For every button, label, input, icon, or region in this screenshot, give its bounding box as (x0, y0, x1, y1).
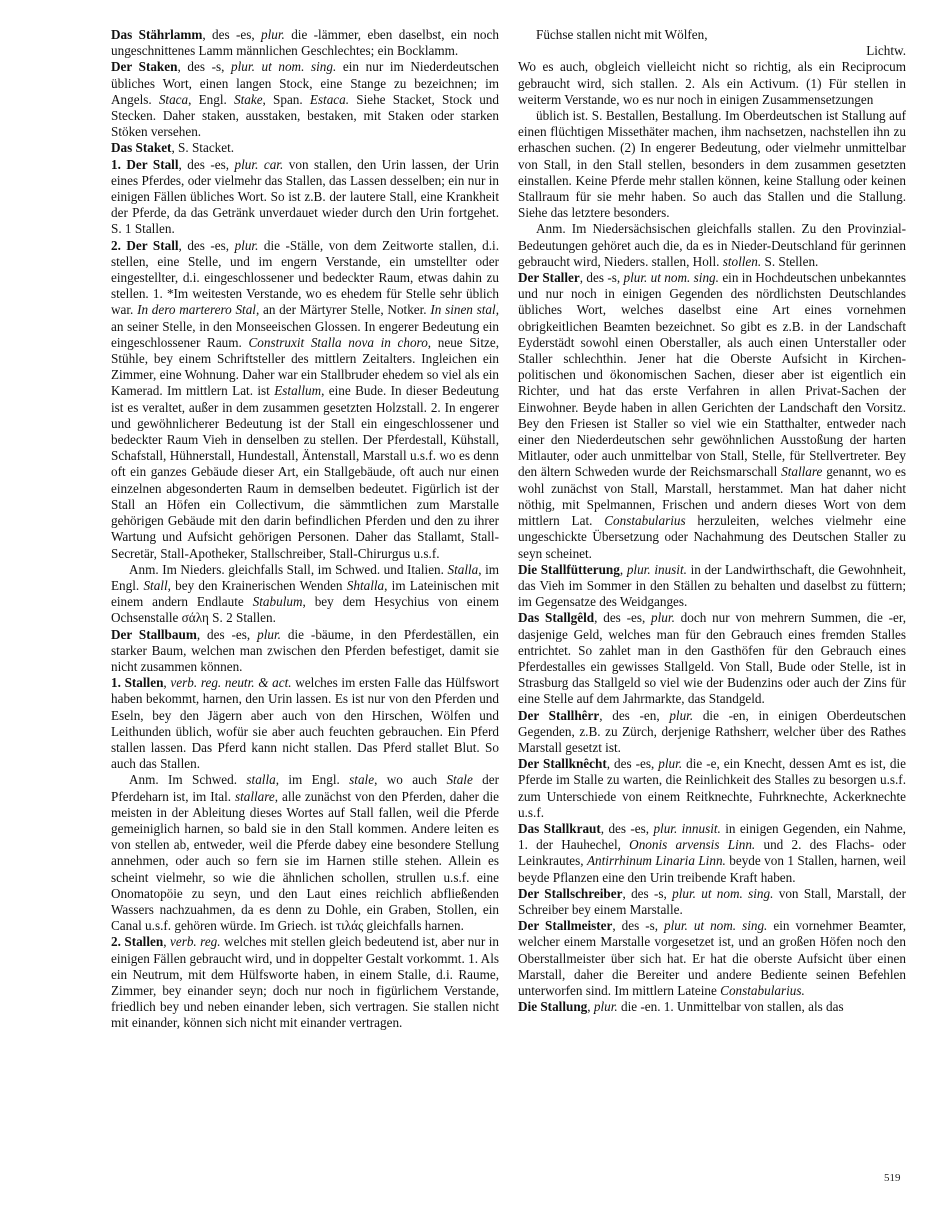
entry-stallen1 (111, 675, 499, 772)
entry-stallgeld (518, 610, 906, 707)
entry-stallmeister (518, 918, 906, 999)
entry-text: , des -es, plur. die -e, ein Knecht, dessen Amt es ist, die Pferde im Stalle zu warten, die Reinlichkeit des Stalles zu besorgen u.s.f. zum Unterschiede von einem Reitknechte, Fuhrknechte, Ackerknechte u.s.f. (518, 756, 906, 820)
quote-source: Lichtw. (866, 43, 906, 59)
headword: Der Stallknêcht (518, 756, 607, 772)
entry-stallbaum (111, 627, 499, 676)
entry-stallknecht (518, 756, 906, 821)
headword: Die Stallfütterung (518, 561, 620, 577)
entry-text: , des -es, plur. die -lämmer, eben daselbst, ein noch ungeschnittenes Lamm männlichen Geschlechtes; ein Bocklamm. (111, 27, 499, 59)
headword: 1. Stallen (111, 675, 164, 691)
entry-text: , des -s, plur. ut nom. sing. ein vornehmer Beamter, welcher einem Marstalle vorgesetzet ist, und an großen Höfen noch den Oberstallmeister über sich hat. Er hat die oberste Aufsicht über einen Marstall, daher die Bereiter und andere Bediente seinen Befehlen unterworfen sind. Im mittlern Lateine Constabularius. (518, 918, 906, 998)
page-number: 519 (884, 1172, 901, 1184)
entry-text: , des -es, plur. die -bäume, in den Pferdeställen, ein starker Baum, welchen man zwischen den Pferden befestiget, damit sie nicht zusammen können. (111, 626, 499, 674)
entry-continuation-2: üblich ist. S. Bestallen, Bestallung. Im Oberdeutschen ist Stallung auf einen flüchtigen Missethäter machen, ihm nachsetzen, nachstellen ihn zu erhaschen suchen. (2) In engerer Bedeutung, oder vielmehr unmittelbar von Stall, in den Stall stellen, besonders in dem zusammen gesetzten einstallen. Keine Pferde mehr stallen können, keine Stallung oder keinen Stallraum für sie mehr haben. So auch das Stallen und die Stallung. Siehe das letztere besonders. (518, 108, 906, 221)
headword: 1. Der Stall (111, 156, 179, 172)
entry-stallherr (518, 708, 906, 757)
entry-stallschreiber (518, 886, 906, 918)
entry-text: , des -es, plur. innusit. in einigen Gegenden, ein Nahme, 1. der Hauhechel, Ononis arvensis Linn. und 2. des Flachs- oder Leinkrautes, Antirrhinum Linaria Linn. beyde von 1 Stallen, harnen, weil beyde Pflanzen eine den Urin treibende Kraft haben. (518, 820, 907, 885)
entry-stallung (518, 999, 906, 1015)
entry-text: , des -s, plur. ut nom. sing. von Stall, Marstall, der Schreiber bey einem Marstalle. (518, 885, 906, 917)
entry-text: Anm. Im Nieders. gleichfalls Stall, im Schwed. und Italien. Stalla, im Engl. Stall, bey den Krainerischen Wenden Shtalla, im Lateinischen mit einem andern Endlaute Stabulum, bey dem Hesychius von einem Ochsenstalle σάλη S. 2 Stallen. (111, 561, 500, 626)
entry-text: , des -s, plur. ut nom. sing. ein in Hochdeutschen unbekanntes und nur noch in einigen Gegenden des nördlichsten Deutschlandes übliches Wort, welches daselbst eine Art eines vornehmen obrigkeitlichen Beamten bezeichnet. So gibt es z.B. in der Landschaft Eyderstädt sowohl einen Oberstaller, als auch einen Unterstaller oder Staller schlechthin. Jener hat die Oberste Aufsicht in Kirchen- politischen und ökonomischen Sachen, dieser aber ist eigentlich ein Richter, und hat das erste Verfahren in allen Privat-Sachen der Einwohner. Beyde haben in allen Gerichten der Landschaft den Vorsitz. Bey den Friesen ist Staller so viel wie ein Statthalter, entweder nach einer den Niederdeutschen sehr gewöhnlichen Ausstoßung der harten Mitlauter, oder auch unmittelbar von Stall, Stelle, für Stellvertreter. Bey den ältern Schweden wurde der Reichsmarschall Stallare genannt, wo es wohl zunächst von Stall, Marstall, herstammet. Man hat daher nicht nöthig, mit Spelmannen, Frischen und andern dieses Wort von dem mittlern Lat. Constabularius herzuleiten, welches vielmehr eine ungeschickte Übersetzung oder Nachahmung des Deutschen Staller zu seyn scheinet. (518, 270, 907, 561)
left-column (111, 27, 499, 1032)
entry-stallen2_anm (518, 221, 906, 270)
entry-staller (518, 270, 906, 562)
entry-stall2_anm (111, 562, 499, 627)
headword: Der Staller (518, 270, 580, 286)
entry-text: , S. Stacket. (171, 140, 235, 156)
entry-text: , verb. reg. welches mit stellen gleich bedeutend ist, aber nur in einigen Fällen gebraucht wird, und in doppelter Gestalt vorkommt. 1. Als ein Neutrum, mit dem Hülfsworte haben, in einem Stalle, d.i. Raume, Zimmer, bey einander seyn; doch nur noch in figürlichem Verstande, friedlich bey und neben einander leben, sich vertragen. Sie stallen nicht mit einander, können sich nicht mit einander vertragen. (111, 934, 500, 1031)
headword: Der Staken (111, 59, 178, 75)
headword: 2. Der Stall (111, 237, 179, 253)
entry-stall1 (111, 157, 499, 238)
entry-text: , plur. die -en. 1. Unmittelbar von stallen, als das (587, 999, 844, 1015)
right-column (518, 27, 906, 1015)
headword: 2. Stallen (111, 934, 164, 950)
right-entries (518, 221, 906, 1015)
entry-text: Anm. Im Schwed. stalla, im Engl. stale, wo auch Stale der Pferdeharn ist, im Ital. stallare, alle zunächst von den Pferden, daher die meisten in der Ableitung dieses Wortes auf Stall fallen, weil die Pferde gemeiniglich harnen, so bald sie in den Stall kommen. Andere leiten es von stellen ab, entweder, weil die Pferde dabey eine besondere Stellung annehmen, oder auch so fern sie im Harnen stille stehen. Allein es scheint vielmehr, so wie die ähnlichen schollen, strullen u.s.f. eine Onomatopöie zu seyn, und den Laut eines reichlich abfließenden Wassers nachzuahmen, da es denn zu Dohle, ein Graben, Stollen, ein Canal u.s.f. gehören würde. Im Griech. ist τιλάς gleichfalls harnen. (111, 772, 500, 934)
headword: Das Staket (111, 140, 172, 156)
quote-line: Füchse stallen nicht mit Wölfen, (536, 27, 708, 42)
entry-text: , des -es, plur. die -Ställe, von dem Zeitworte stallen, d.i. stellen, eine Stelle, und im engern Verstande, ein umstellter oder eingestellter, d.i. eingeschlossener und bedeckter Raum, etwas dahin zu stellen. 1. *Im weitesten Verstande, wo es ehedem für Stelle sehr üblich war. In dero marterero Stal, an der Märtyrer Stelle, Notker. In sinen stal, an seiner Stelle, in den Monseeischen Glossen. In engerer Bedeutung ein eingeschlossener Raum. Construxit Stalla nova in choro, neue Sitze, Stühle, bey einem Schriftsteller des mittlern Zeitalters. Ingleichen ein Zimmer, eine Wohnung. Daher war ein Stallbruder ehedem so viel als ein Kamerad. Im mittlern Lat. ist Estallum, eine Bude. In dieser Bedeutung ist es veraltet, außer in dem zusammen gesetzten Holzstall. 2. In engerer und gewöhnlicherer Bedeutung ist der Stall ein eingeschlossener und bedeckter Raum Vieh in denselben zu stellen. Der Pferdestall, Kühstall, Schafstall, Hühnerstall, Hundestall, Äntenstall, Marstall u.s.f. wo es denn oft ein ganzes Gebäude dieser Art, ein Stallgebäude, oft auch nur einen einzelnen abgesonderten Raum in demselben bedeutet. Figürlich ist der Stall an Höfen ein Collectivum, die sämmtlichen zum Marstalle gehörigen Gebäude mit den darin befindlichen Pferden und den zu ihrer Wartung und Aufsicht gehörigen Personen. Daher das Stallamt, Stall-Secretär, Stall-Apotheker, Stallschreiber, Stall-Chirurgus u.s.f. (111, 237, 499, 561)
entry-text: , des -es, plur. doch nur von mehrern Summen, die -er, dasjenige Geld, welches man für den Gebrauch eines fremden Stalles entrichtet. So zahlet man in den Gasthöfen für den Gebrauch eines Pferdestalles ein gewisses Stallgeld. Von Stall, Bude oder Stelle, ist in Strasburg das Stallgeld so viel wie der Budenzins oder auch der Zins für eine Stelle auf dem Jahrmarkte, das Standgeld. (518, 610, 906, 707)
entry-text: , plur. inusit. in der Landwirthschaft, die Gewohnheit, das Vieh im Sommer in den Ställen zu behalten und daselbst zu füttern; im Gegensatze des Weidganges. (518, 561, 906, 610)
entry-text: Anm. Im Niedersächsischen gleichfalls stallen. Zu den Provinzial-Bedeutungen gehöret auch die, da es in Nieder-Deutschland für gerinnen gebraucht wird, Nieders. stallen, Holl. stollen. S. Stellen. (518, 221, 906, 269)
headword: Der Stallmeister (518, 918, 613, 934)
entry-continuation: Wo es auch, obgleich vielleicht nicht so richtig, als ein Reciprocum gebraucht wird, sich stallen. 2. Als ein Activum. (1) Für stellen in weiterm Verstande, wo es nur noch in einigen Zusammensetzungen (518, 59, 906, 107)
entry-staken (111, 59, 499, 140)
entry-stall2 (111, 238, 499, 562)
entry-text: , des -es, plur. car. von stallen, den Urin lassen, der Urin eines Pferdes, oder vielmehr das Stallen, das Lassen desselben; ein nur in einigen Fällen übliches Wort. So ist z.B. der lautere Stall, eine Krankheit der Pferde, da das Getränk unverdauet wieder durch den Urin fortgehet. S. 1 Stallen. (111, 156, 499, 237)
headword: Das Stallkraut (518, 820, 601, 836)
entry-text: , des -en, plur. die -en, in einigen Oberdeutschen Gegenden, z.B. zu Zürch, derjenige Rathsherr, welcher über des Rathes Marstall gesetzt ist. (518, 707, 906, 755)
entry-staehrlamm (111, 27, 499, 59)
headword: Die Stallung (518, 999, 588, 1015)
headword: Der Stallschreiber (518, 885, 623, 901)
entry-stallkraut (518, 821, 906, 886)
headword: Der Stallbaum (111, 626, 197, 642)
entry-stallfuetterung (518, 562, 906, 611)
headword: Der Stallhêrr (518, 707, 600, 723)
entry-staket (111, 140, 499, 156)
entry-stallen2 (111, 934, 499, 1031)
entry-stallen1_anm (111, 772, 499, 934)
entry-text: , des -s, plur. ut nom. sing. ein nur im Niederdeutschen übliches Wort, einen langen Stock, eine Stange zu bezeichnen; im Angels. Staca, Engl. Stake, Span. Estaca. Siehe Stacket, Stock und Stecken. Daher staken, ausstaken, bestaken, mit Staken oder starken Stöken versehen. (111, 59, 499, 140)
headword: Das Stallgêld (518, 610, 595, 626)
headword: Das Stährlamm (111, 27, 203, 42)
entry-text: , verb. reg. neutr. & act. welches im ersten Falle das Hülfswort haben bekommt, harnen, den Urin lassen. Es ist nur von den Pferden und Eseln, bey den Jägern aber auch von den Hirschen, Wölfen und Leithunden üblich, wofür sie aber auch feuchten gebrauchen. Ein Pferd stallen lassen. Das Pferd kann nicht stallen. Das Pferd stallet Blut. So auch das Stallen. (111, 675, 500, 772)
